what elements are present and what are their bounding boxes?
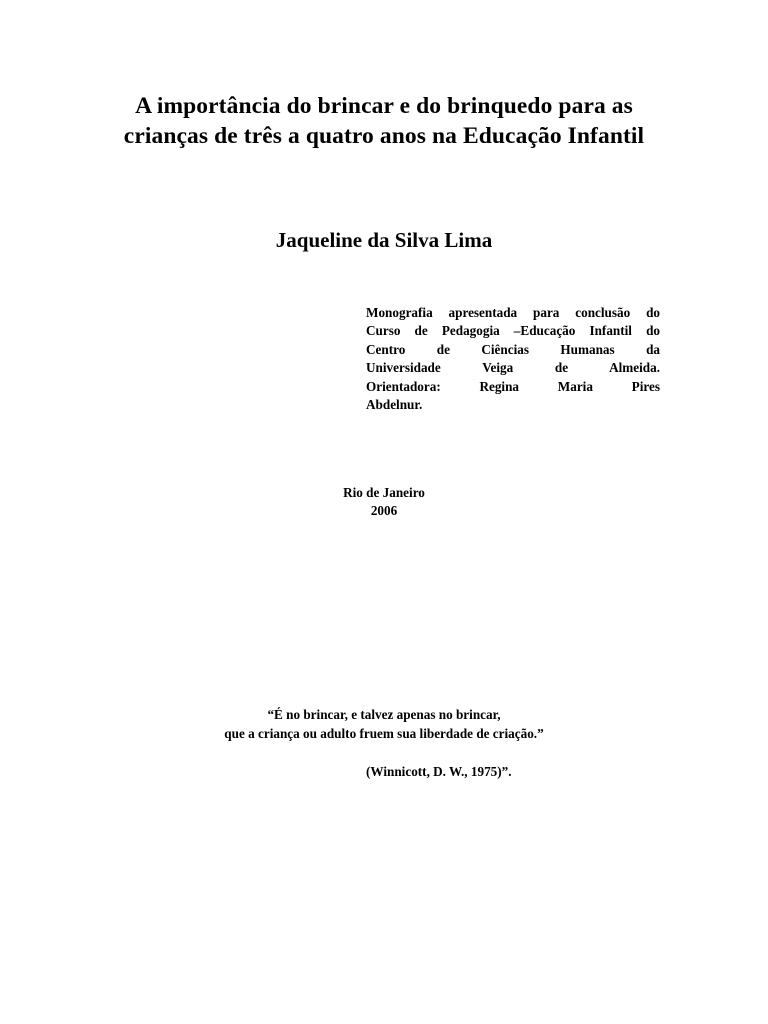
monograph-line: Centro de Ciências Humanas da	[366, 341, 660, 357]
title-line-1: A importância do brincar e do brinquedo para as	[135, 93, 633, 119]
monograph-line: Abdelnur.	[366, 397, 423, 413]
year: 2006	[370, 503, 398, 518]
monograph-line: Orientadora: Regina Maria Pires	[366, 378, 660, 394]
epigraph-quote	[174, 705, 594, 743]
monograph-statement	[366, 304, 660, 414]
epigraph-line-1: “É no brincar, e talvez apenas no brincar,	[267, 707, 501, 722]
author-name: Jaqueline da Silva Lima	[275, 228, 493, 252]
monograph-line: Universidade Veiga de Almeida.	[366, 360, 660, 376]
epigraph-line-2: que a criança ou adulto fruem sua liberdade de criação.”	[224, 726, 544, 741]
title-line-2: crianças de três a quatro anos na Educação Infantil	[123, 123, 645, 149]
place-and-year	[284, 484, 484, 520]
monograph-line: Monografia apresentada para conclusão do	[366, 305, 660, 320]
document-title	[84, 91, 684, 151]
city: Rio de Janeiro	[343, 485, 425, 500]
monograph-line: Curso de Pedagogia –Educação Infantil do	[366, 323, 660, 339]
epigraph-citation: (Winnicott, D. W., 1975)”.	[366, 764, 512, 779]
